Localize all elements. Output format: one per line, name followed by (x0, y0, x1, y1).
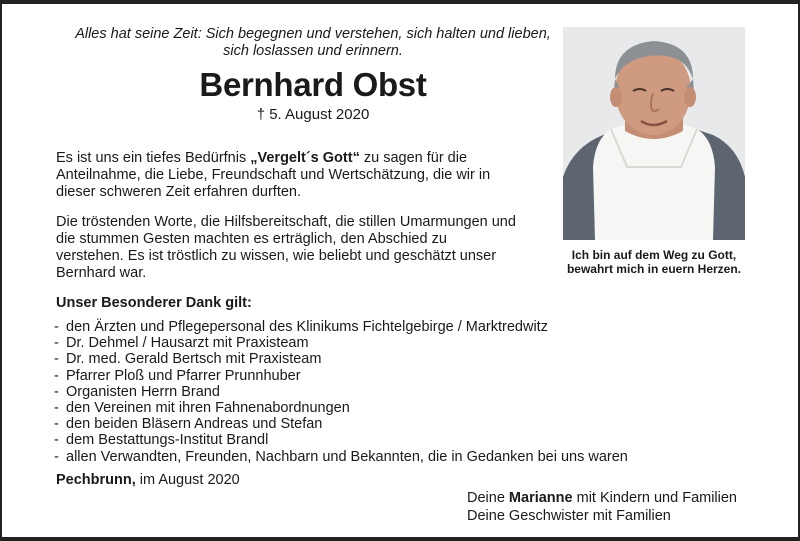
deceased-name: Bernhard Obst (199, 66, 427, 103)
place-date (56, 472, 240, 488)
list-item: - den Vereinen mit ihren Fahnenabordnungen (54, 400, 350, 417)
opening-quote (40, 26, 586, 60)
signer-line-1: Deine Marianne mit Kindern und Familien (467, 490, 738, 506)
list-item: - den beiden Bläsern Andreas und Stefan (54, 416, 323, 433)
thanks-list (54, 319, 628, 465)
list-item: - Organisten Herrn Brand (54, 383, 220, 400)
intro-text-after: zu sagen für die Anteilnahme, die Liebe, Freundschaft und Wertschätzung, die wir in dieser schweren Zeit erfahren durften. (56, 150, 491, 200)
list-item: - Dr. Dehmel / Hausarzt mit Praxisteam (54, 335, 309, 352)
thanks-heading: Unser Besonderer Dank gilt: (56, 295, 252, 311)
signers (467, 489, 737, 525)
intro-emphasis: „Vergelt´s Gott“ (250, 150, 360, 166)
signer-line-2: Deine Geschwister mit Familien (467, 508, 671, 524)
caption-line-2: bewahrt mich in euern Herzen. (566, 262, 742, 276)
list-item: - Dr. med. Gerald Bertsch mit Praxisteam (54, 351, 322, 368)
portrait-photo (563, 27, 745, 240)
portrait-illustration (563, 27, 745, 240)
photo-caption (554, 248, 754, 276)
list-item: - den Ärzten und Pflegepersonal des Klinikums Fichtelgebirge / Marktredwitz (54, 319, 548, 335)
place-date-text: im August 2020 (135, 472, 240, 488)
place-town: Pechbrunn, (56, 472, 136, 488)
list-item: - Pfarrer Ploß und Pfarrer Prunnhuber (54, 367, 301, 384)
intro-text-before: Es ist uns ein tiefes Bedürfnis (56, 150, 251, 166)
intro-paragraph (56, 150, 516, 201)
quote-line-2: sich loslassen und erinnern. (223, 43, 403, 59)
list-item: - allen Verwandten, Freunden, Nachbarn und Bekannten, die in Gedanken bei uns waren (54, 448, 628, 465)
death-date: † 5. August 2020 (256, 106, 370, 123)
signer-name: Marianne (508, 490, 573, 506)
caption-line-1: Ich bin auf dem Weg zu Gott, (571, 248, 737, 262)
comfort-paragraph: Die tröstenden Worte, die Hilfsbereitschaft, die stillen Umarmungen und die stummen Gesten machten es erträglich, den Abschied zu verstehen. Es ist tröstlich zu wissen, wie beliebt und geschätzt unser Bernhard war. (56, 214, 516, 281)
quote-line-1: Alles hat seine Zeit: Sich begegnen und verstehen, sich halten und lieben, (75, 26, 551, 42)
list-item: - dem Bestattungs-Institut Brandl (54, 432, 269, 449)
